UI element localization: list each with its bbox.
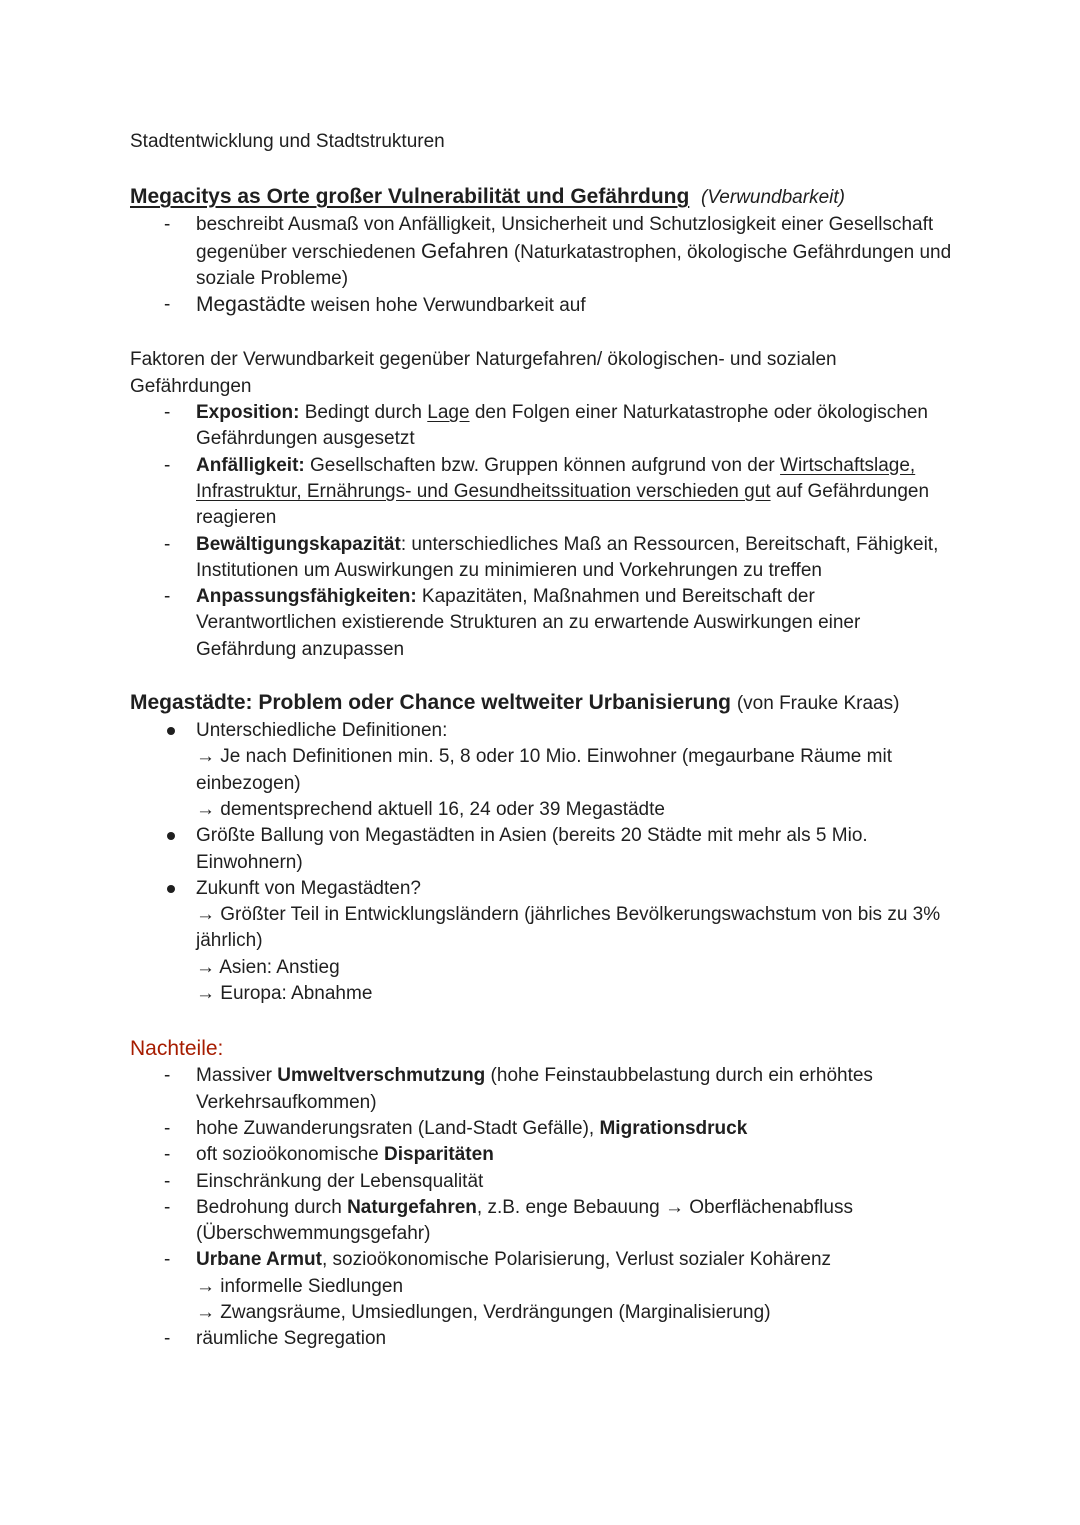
list-item: - Bedrohung durch Naturgefahren, z.B. enge Bebauung → Oberflächenabfluss (Überschwemmungsgefahr) [164, 1196, 853, 1245]
section-factors [130, 347, 960, 663]
dash-marker: - [164, 1065, 171, 1087]
list-item: - Megastädte weisen hohe Verwundbarkeit auf [130, 292, 960, 319]
bullet-list [130, 718, 960, 1007]
section-megacities [130, 689, 960, 1007]
inline-link[interactable]: Wirtschaftslage, Infrastruktur, Ernährungs- und Gesundheitssituation verschieden gut [196, 454, 916, 502]
dash-marker: - [164, 1328, 171, 1350]
dash-marker: - [164, 586, 171, 608]
section-intro: Faktoren der Verwundbarkeit gegenüber Naturgefahren/ ökologischen- und sozialen Gefährdungen [130, 349, 837, 397]
list-item: - Urbane Armut, sozioökonomische Polarisierung, Verlust sozialer Kohärenz → informelle Siedlungen → Zwangsräume, Umsiedlungen, Verdrängungen (Marginalisierung) [164, 1249, 832, 1323]
section-vulnerability [130, 183, 960, 319]
section-heading: Megastädte: Problem oder Chance weltweiter Urbanisierung (von Frauke Kraas) [130, 691, 900, 715]
bullet-dot-icon [167, 832, 175, 840]
dash-marker: - [164, 402, 171, 424]
list-item: - Exposition: Bedingt durch Lage den Folgen einer Naturkatastrophe oder ökologischen Gefährdungen ausgesetzt [164, 402, 928, 450]
list-item: - Einschränkung der Lebensqualität [130, 1169, 960, 1195]
dash-list [130, 1063, 960, 1352]
document-title: Stadtentwicklung und Stadtstrukturen [130, 131, 445, 152]
dash-marker: - [164, 214, 171, 236]
list-item: - Anfälligkeit: Gesellschaften bzw. Gruppen können aufgrund von der Wirtschaftslage, Infrastruktur, Ernährungs- und Gesundheitssituation verschieden gut auf Gefährdungen reagieren [164, 454, 930, 529]
dash-marker: - [164, 294, 171, 316]
bullet-dot-icon [167, 727, 175, 735]
dash-marker: - [164, 1170, 171, 1192]
bullet-dot-icon [167, 885, 175, 893]
section-heading: Nachteile: [130, 1037, 224, 1061]
dash-list [130, 400, 960, 663]
list-item: - Bewältigungskapazität: unterschiedliches Maß an Ressourcen, Bereitschaft, Fähigkeit, Institutionen um Auswirkungen zu minimieren und Vorkehrungen zu treffen [164, 533, 939, 581]
list-item: - hohe Zuwanderungsraten (Land-Stadt Gefälle), Migrationsdruck [130, 1116, 960, 1142]
dash-list [130, 212, 960, 319]
heading-subtitle: (von Frauke Kraas) [736, 693, 900, 715]
list-item: Zukunft von Megastädten? → Größter Teil in Entwicklungsländern (jährliches Bevölkerungswachstum von bis zu 3% jährlich) → Asien: Anstieg → Europa: Abnahme [130, 876, 960, 1007]
list-item: - räumliche Segregation [130, 1326, 960, 1352]
dash-marker: - [164, 1117, 171, 1139]
dash-marker: - [164, 533, 171, 555]
dash-marker: - [164, 1196, 171, 1218]
list-item: Unterschiedliche Definitionen: → Je nach Definitionen min. 5, 8 oder 10 Mio. Einwohner (megaurbane Räume mit einbezogen) → dementsprechend aktuell 16, 24 oder 39 Megastädte [130, 718, 960, 823]
heading-subtitle: (Verwundbarkeit) [701, 187, 845, 209]
dash-marker: - [164, 1144, 171, 1166]
section-heading [130, 183, 960, 212]
dash-marker: - [164, 454, 171, 476]
inline-link[interactable]: Lage [427, 402, 470, 424]
section-disadvantages [130, 1035, 960, 1352]
list-item: - beschreibt Ausmaß von Anfälligkeit, Unsicherheit und Schutzlosigkeit einer Gesellschaft gegenüber verschiedenen Gefahren (Naturkatastrophen, ökologische Gefährdungen und soziale Probleme) [164, 214, 952, 289]
list-item: Größte Ballung von Megastädten in Asien (bereits 20 Städte mit mehr als 5 Mio. Einwohnern) [130, 823, 960, 876]
heading-link[interactable]: Megacitys as Orte großer Vulnerabilität und Gefährdung [130, 185, 690, 209]
document-page [130, 129, 960, 1353]
list-item: - oft sozioökonomische Disparitäten [130, 1142, 960, 1168]
list-item: - Anpassungsfähigkeiten: Kapazitäten, Maßnahmen und Bereitschaft der Verantwortlichen existierende Strukturen an zu erwartende Auswirkungen einer Gefährdung anzupassen [164, 586, 861, 660]
dash-marker: - [164, 1249, 171, 1271]
list-item: - Massiver Umweltverschmutzung (hohe Feinstaubbelastung durch ein erhöhtes Verkehrsaufkommen) [164, 1065, 873, 1113]
